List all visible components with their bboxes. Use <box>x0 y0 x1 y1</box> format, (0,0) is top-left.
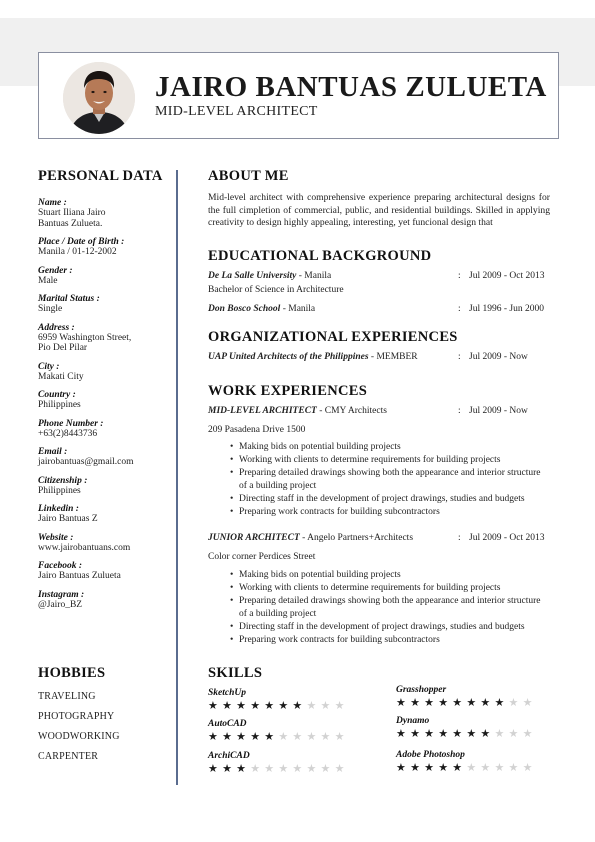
personal-data-value: Philippines <box>38 485 81 496</box>
personal-data-item <box>38 198 170 229</box>
separator-colon: : <box>458 406 461 416</box>
work-duties-list <box>230 569 550 647</box>
star-empty-icon: ★ <box>494 761 509 774</box>
list-item: • Making bids on potential building projects <box>230 569 550 582</box>
star-empty-icon: ★ <box>320 762 335 775</box>
personal-data-label: Facebook : <box>38 561 83 571</box>
personal-data-value: Philippines <box>38 400 81 410</box>
separator-colon: : <box>458 533 461 543</box>
list-item: • Working with clients to determine requirements for building projects <box>230 582 550 595</box>
star-filled-icon: ★ <box>222 699 237 712</box>
separator-colon: : <box>458 271 461 281</box>
work-company: - CMY Architects <box>316 406 387 416</box>
education-title: EDUCATIONAL BACKGROUND <box>208 248 432 264</box>
star-filled-icon: ★ <box>396 761 411 774</box>
work-dates: Jul 2009 - Oct 2013 <box>469 533 545 543</box>
star-empty-icon: ★ <box>264 762 279 775</box>
education-dates: Jul 2009 - Oct 2013 <box>469 271 545 281</box>
personal-data-item <box>38 323 170 354</box>
skill-rating-stars <box>396 696 537 710</box>
star-filled-icon: ★ <box>396 696 411 709</box>
star-filled-icon: ★ <box>480 696 495 709</box>
personal-data-value: jairobantuas@gmail.com <box>38 457 134 467</box>
star-filled-icon: ★ <box>250 699 265 712</box>
star-filled-icon: ★ <box>208 762 223 775</box>
star-filled-icon: ★ <box>264 730 279 743</box>
education-row <box>208 303 553 315</box>
personal-data-label: City : <box>38 361 60 372</box>
skill-item <box>396 750 537 775</box>
personal-data-title: PERSONAL DATA <box>38 168 163 184</box>
star-empty-icon: ★ <box>466 761 481 774</box>
personal-data-label: Phone Number : <box>38 418 104 429</box>
hobby-item: PHOTOGRAPHY <box>38 711 115 722</box>
star-empty-icon: ★ <box>306 699 321 712</box>
star-filled-icon: ★ <box>410 727 425 740</box>
skill-item <box>208 751 349 776</box>
work-company: - Angelo Partners+Architects <box>299 533 414 543</box>
list-item: • Preparing work contracts for building subcontractors <box>230 634 550 647</box>
skill-item <box>208 688 349 713</box>
work-row <box>208 405 553 417</box>
candidate-name: JAIRO BANTUAS ZULUETA <box>155 71 547 103</box>
star-empty-icon: ★ <box>278 762 293 775</box>
personal-data-value: +63(2)8443736 <box>38 428 98 439</box>
personal-data-label: Address : <box>38 322 75 333</box>
hobbies-list <box>38 691 170 762</box>
personal-data-value: Jairo Bantuas Zulueta <box>38 571 121 581</box>
star-filled-icon: ★ <box>438 696 453 709</box>
star-filled-icon: ★ <box>236 762 251 775</box>
personal-data-item <box>38 294 170 315</box>
skill-rating-stars <box>208 699 349 713</box>
star-filled-icon: ★ <box>396 727 411 740</box>
list-item: • Preparing detailed drawings showing both the appearance and interior structure of a building project <box>230 467 550 493</box>
profile-photo <box>63 62 135 134</box>
star-empty-icon: ★ <box>306 730 321 743</box>
hobbies-section <box>38 665 170 762</box>
hobby-item: WOODWORKING <box>38 731 120 742</box>
star-empty-icon: ★ <box>306 762 321 775</box>
personal-data-value: @Jairo_BZ <box>38 599 83 610</box>
personal-data-item <box>38 590 170 611</box>
personal-data-label: Email : <box>38 447 68 457</box>
star-filled-icon: ★ <box>236 699 251 712</box>
star-filled-icon: ★ <box>424 761 439 774</box>
personal-data-item <box>38 237 170 258</box>
star-empty-icon: ★ <box>278 730 293 743</box>
skill-name: Dynamo <box>396 716 430 726</box>
star-empty-icon: ★ <box>334 730 349 743</box>
work-address: Color corner Perdices Street <box>208 552 316 562</box>
work-duties-list <box>230 441 550 519</box>
star-filled-icon: ★ <box>452 696 467 709</box>
resume-header <box>38 52 559 139</box>
star-empty-icon: ★ <box>522 727 537 740</box>
personal-data-item <box>38 266 170 287</box>
personal-data-item <box>38 533 170 554</box>
separator-colon: : <box>458 352 461 362</box>
star-empty-icon: ★ <box>292 762 307 775</box>
hobby-item: TRAVELING <box>38 691 96 702</box>
star-empty-icon: ★ <box>250 762 265 775</box>
work-row <box>208 532 553 544</box>
about-title: ABOUT ME <box>208 168 289 184</box>
skill-rating-stars <box>396 761 537 775</box>
star-filled-icon: ★ <box>208 730 223 743</box>
education-dates: Jul 1996 - Jun 2000 <box>469 304 544 314</box>
organizations-title: ORGANIZATIONAL EXPERIENCES <box>208 329 458 345</box>
organization-role: - MEMBER <box>368 352 418 362</box>
star-filled-icon: ★ <box>208 699 223 712</box>
star-empty-icon: ★ <box>334 762 349 775</box>
star-empty-icon: ★ <box>522 696 537 709</box>
skill-name: SketchUp <box>208 688 246 698</box>
personal-data-item <box>38 504 170 525</box>
personal-data-item <box>38 390 170 411</box>
star-filled-icon: ★ <box>222 762 237 775</box>
list-item: • Preparing work contracts for building subcontractors <box>230 506 550 519</box>
personal-data-item <box>38 447 170 468</box>
education-location: - Manila <box>280 304 316 314</box>
education-location: - Manila <box>296 271 332 281</box>
personal-data-value: Male <box>38 275 58 286</box>
personal-data-item <box>38 561 170 582</box>
personal-data-item <box>38 419 170 440</box>
star-filled-icon: ★ <box>452 761 467 774</box>
personal-data-label: Country : <box>38 390 76 400</box>
star-filled-icon: ★ <box>250 730 265 743</box>
skill-item <box>208 719 349 744</box>
star-empty-icon: ★ <box>522 761 537 774</box>
personal-data-item <box>38 362 170 383</box>
star-filled-icon: ★ <box>278 699 293 712</box>
education-institution: De La Salle University <box>208 271 297 281</box>
star-filled-icon: ★ <box>264 699 279 712</box>
personal-data-list <box>38 198 170 610</box>
work-position: JUNIOR ARCHITECT <box>208 533 300 543</box>
personal-data-value: Manila / 01-12-2002 <box>38 247 117 257</box>
star-empty-icon: ★ <box>508 727 523 740</box>
work-position: MID-LEVEL ARCHITECT <box>208 406 317 416</box>
star-filled-icon: ★ <box>452 727 467 740</box>
skill-item <box>396 716 537 741</box>
list-item: • Directing staff in the development of project drawings, studies and budgets <box>230 493 550 506</box>
skill-rating-stars <box>208 730 349 744</box>
education-degree: Bachelor of Science in Architecture <box>208 285 344 295</box>
list-item: • Preparing detailed drawings showing both the appearance and interior structure of a building project <box>230 595 550 621</box>
organization-name: UAP United Architects of the Philippines <box>208 352 369 362</box>
star-filled-icon: ★ <box>494 696 509 709</box>
separator-colon: : <box>458 304 461 314</box>
organization-dates: Jul 2009 - Now <box>469 352 528 362</box>
star-filled-icon: ★ <box>438 727 453 740</box>
column-divider <box>176 170 178 785</box>
star-filled-icon: ★ <box>410 761 425 774</box>
star-empty-icon: ★ <box>494 727 509 740</box>
personal-data-item <box>38 476 170 497</box>
skill-name: Grasshopper <box>396 685 447 695</box>
star-empty-icon: ★ <box>320 730 335 743</box>
personal-data-value: www.jairobantuans.com <box>38 542 131 553</box>
candidate-job-title: MID-LEVEL ARCHITECT <box>155 104 318 119</box>
skill-name: ArchiCAD <box>208 751 250 761</box>
personal-data-label: Name : <box>38 198 67 208</box>
star-filled-icon: ★ <box>466 727 481 740</box>
personal-data-label: Citizenship : <box>38 475 88 486</box>
work-address: 209 Pasadena Drive 1500 <box>208 425 306 435</box>
hobby-item: CARPENTER <box>38 751 99 762</box>
personal-data-label: Instagram : <box>38 589 85 600</box>
personal-data-value: Jairo Bantuas Z <box>38 514 98 524</box>
work-dates: Jul 2009 - Now <box>469 406 528 416</box>
list-item: • Working with clients to determine requirements for building projects <box>230 454 550 467</box>
skill-name: AutoCAD <box>208 719 247 729</box>
star-filled-icon: ★ <box>424 727 439 740</box>
star-empty-icon: ★ <box>320 699 335 712</box>
list-item: • Directing staff in the development of project drawings, studies and budgets <box>230 621 550 634</box>
personal-data-label: Linkedin : <box>38 504 79 514</box>
star-empty-icon: ★ <box>292 730 307 743</box>
star-empty-icon: ★ <box>480 761 495 774</box>
education-row <box>208 270 553 282</box>
star-filled-icon: ★ <box>410 696 425 709</box>
about-text: Mid-level architect with comprehensive experience preparing architectural designs for the full cimpletion of commercial, public, and residential buildings. Skilled in applying creativity to design highly appealing, interesting, yet funcional design that <box>208 192 550 228</box>
star-filled-icon: ★ <box>292 699 307 712</box>
list-item: • Making bids on potential building projects <box>230 441 550 454</box>
personal-data-label: Marital Status : <box>38 294 100 304</box>
personal-data-value: 6959 Washington Street, Pio Del Pilar <box>38 332 132 353</box>
personal-data-value: Makati City <box>38 371 84 382</box>
skill-name: Adobe Photoshop <box>396 750 465 760</box>
work-title: WORK EXPERIENCES <box>208 383 368 399</box>
personal-data-label: Website : <box>38 532 74 543</box>
star-empty-icon: ★ <box>334 699 349 712</box>
skill-rating-stars <box>396 727 537 741</box>
skill-item <box>396 685 537 710</box>
star-filled-icon: ★ <box>466 696 481 709</box>
star-empty-icon: ★ <box>508 696 523 709</box>
skills-title: SKILLS <box>208 665 263 681</box>
skill-rating-stars <box>208 762 349 776</box>
organization-row <box>208 351 553 363</box>
personal-data-value: Single <box>38 304 63 314</box>
avatar <box>63 62 135 134</box>
star-filled-icon: ★ <box>424 696 439 709</box>
star-filled-icon: ★ <box>438 761 453 774</box>
education-institution: Don Bosco School <box>208 304 281 314</box>
hobbies-title: HOBBIES <box>38 665 106 681</box>
star-filled-icon: ★ <box>236 730 251 743</box>
star-empty-icon: ★ <box>508 761 523 774</box>
personal-data-section <box>38 168 170 618</box>
star-filled-icon: ★ <box>480 727 495 740</box>
personal-data-value: Stuart Iliana Jairo Bantuas Zulueta. <box>38 208 106 229</box>
personal-data-label: Place / Date of Birth : <box>38 237 125 247</box>
star-filled-icon: ★ <box>222 730 237 743</box>
personal-data-label: Gender : <box>38 265 73 276</box>
